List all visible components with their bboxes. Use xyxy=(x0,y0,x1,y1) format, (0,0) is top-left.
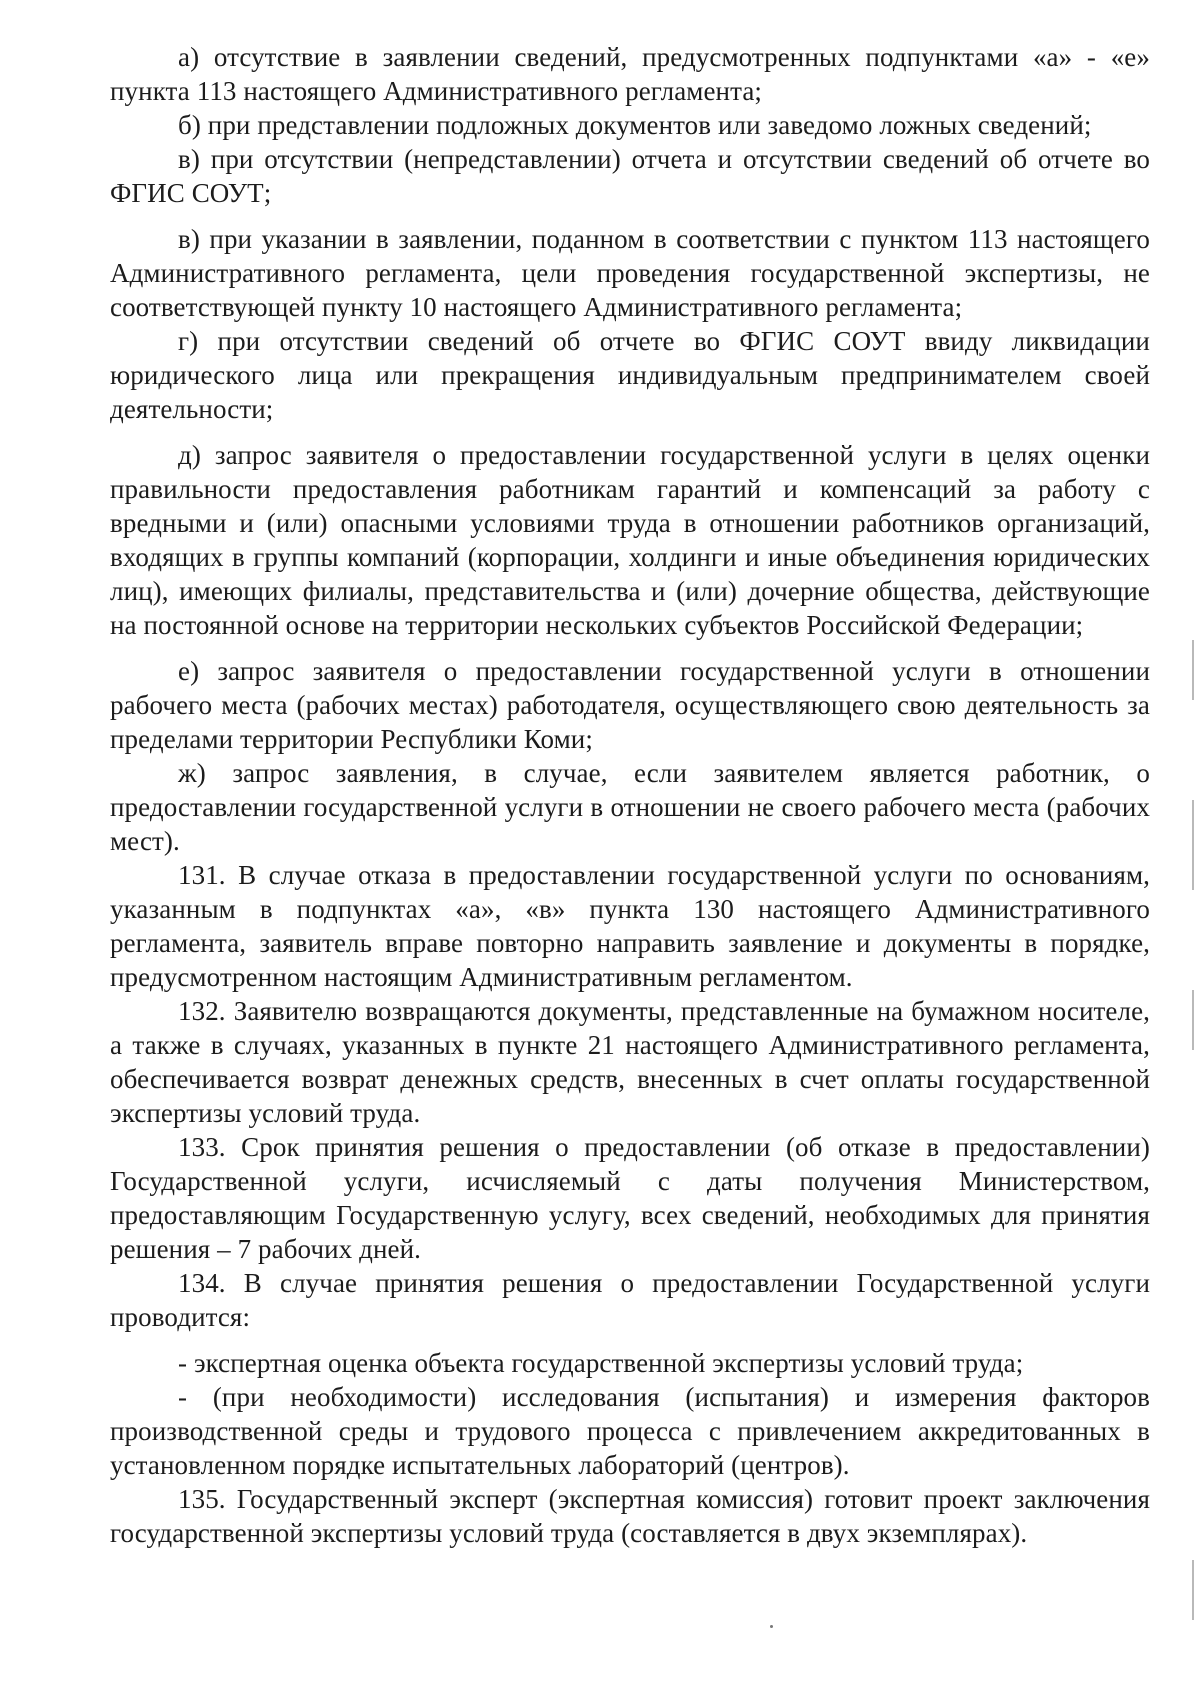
scan-edge-mark xyxy=(1192,640,1194,700)
list-item-measurements: - (при необходимости) исследования (испытания) и измерения факторов производственной среды и трудового процесса с привлечением аккредитованных в установленном порядке испытательных лабораторий (центров). xyxy=(110,1382,1150,1480)
paragraph-132: 132. Заявителю возвращаются документы, представленные на бумажном носителе, а также в случаях, указанных в пункте 21 настоящего Административного регламента, обеспечивается возврат денежных средств, внесенных в счет оплаты государственной экспертизы условий труда. xyxy=(110,996,1150,1128)
paragraph-g-liquidation: г) при отсутствии сведений об отчете во ФГИС СОУТ ввиду ликвидации юридического лица или прекращения индивидуальным предпринимателем своей деятельности; xyxy=(110,326,1150,424)
scan-edge-mark xyxy=(1192,800,1194,890)
paragraph-a-113: а) отсутствие в заявлении сведений, предусмотренных подпунктами «а» - «е» пункта 113 настоящего Административного регламента; xyxy=(110,42,1150,106)
paragraph-v-purpose: в) при указании в заявлении, поданном в соответствии с пунктом 113 настоящего Административного регламента, цели проведения государственной экспертизы, не соответствующей пункту 10 настоящего Административного регламента; xyxy=(110,224,1150,322)
scan-edge-mark xyxy=(1192,1560,1194,1620)
paragraph-zh-not-own-workplace: ж) запрос заявления, в случае, если заявителем является работник, о предоставлении государственной услуги в отношении не своего рабочего места (рабочих мест). xyxy=(110,758,1150,856)
paragraph-d-group-companies: д) запрос заявителя о предоставлении государственной услуги в целях оценки правильности предоставления работникам гарантий и компенсаций за работу с вредными и (или) опасными условиями труда в отношении работников организаций, входящих в группы компаний (корпорации, холдинги и иные объединения юридических лиц), имеющих филиалы, представительства и (или) дочерние общества, действующие на постоянной основе на территории нескольких субъектов Российской Федерации; xyxy=(110,440,1150,640)
paragraph-e-outside-komi: е) запрос заявителя о предоставлении государственной услуги в отношении рабочего места (рабочих местах) работодателя, осуществляющего свою деятельность за пределами территории Республики Коми; xyxy=(110,656,1150,754)
paragraph-134: 134. В случае принятия решения о предоставлении Государственной услуги проводится: xyxy=(110,1268,1150,1332)
scan-dot-mark xyxy=(770,1625,773,1628)
list-item-expert-assessment: - экспертная оценка объекта государственной экспертизы условий труда; xyxy=(178,1348,1024,1378)
document-body xyxy=(110,40,1150,1550)
paragraph-135: 135. Государственный эксперт (экспертная комиссия) готовит проект заключения государственной экспертизы условий труда (составляется в двух экземплярах). xyxy=(110,1484,1150,1548)
scan-edge-mark xyxy=(1192,990,1194,1050)
paragraph-b-forged-docs: б) при представлении подложных документов или заведомо ложных сведений; xyxy=(178,110,1092,140)
paragraph-v-no-report: в) при отсутствии (непредставлении) отчета и отсутствии сведений об отчете во ФГИС СОУТ; xyxy=(110,144,1150,208)
paragraph-131: 131. В случае отказа в предоставлении государственной услуги по основаниям, указанным в подпунктах «а», «в» пункта 130 настоящего Административного регламента, заявитель вправе повторно направить заявление и документы в порядке, предусмотренном настоящим Административным регламентом. xyxy=(110,860,1150,992)
paragraph-133: 133. Срок принятия решения о предоставлении (об отказе в предоставлении) Государственной услуги, исчисляемый с даты получения Министерством, предоставляющим Государственную услугу, всех сведений, необходимых для принятия решения – 7 рабочих дней. xyxy=(110,1132,1150,1264)
